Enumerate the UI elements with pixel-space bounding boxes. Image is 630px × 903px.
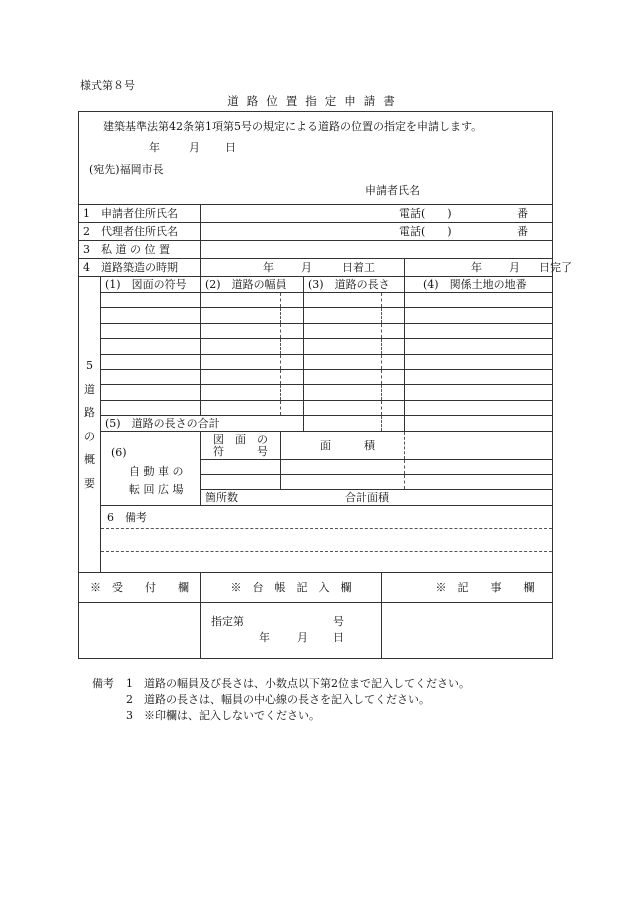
designation-prefix: 指定第 bbox=[211, 615, 244, 629]
remarks-label: 6 備考 bbox=[107, 511, 147, 525]
table-row bbox=[79, 323, 553, 338]
applicant-address-field[interactable] bbox=[201, 205, 553, 223]
footnote-text: 道路の幅員及び長さは、小数点以下第2位まで記入してください。 bbox=[144, 677, 470, 690]
table-row bbox=[79, 339, 553, 354]
table-row bbox=[79, 293, 553, 308]
count-label: 箇所数 bbox=[205, 490, 238, 504]
total-length-label: (5) 道路の長さの合計 bbox=[101, 416, 304, 432]
turnaround-drawing-code-header bbox=[201, 432, 281, 460]
road-length-decimal-cell[interactable] bbox=[382, 369, 405, 384]
lot-number-cell[interactable] bbox=[405, 339, 553, 354]
footnote-text: 道路の長さは、幅員の中心線の長さを記入してください。 bbox=[144, 693, 430, 706]
turnaround-area-decimal-cell[interactable] bbox=[405, 475, 553, 490]
road-length-decimal-cell[interactable] bbox=[382, 339, 405, 354]
applicant-name-label: 申請者氏名 bbox=[365, 184, 420, 197]
road-width-decimal-cell[interactable] bbox=[281, 400, 304, 415]
road-width-cell[interactable] bbox=[201, 369, 281, 384]
application-statement: 建築基準法第42条第1項第5号の規定による道路の位置の指定を申請します。 bbox=[103, 120, 483, 133]
turnaround-area-decimal-header bbox=[405, 432, 553, 460]
road-length-decimal-cell[interactable] bbox=[382, 354, 405, 369]
construction-start-field[interactable] bbox=[201, 259, 405, 277]
private-road-location-label: 私 道 の 位 置 bbox=[101, 242, 170, 256]
road-length-cell[interactable] bbox=[304, 385, 382, 400]
footnotes bbox=[92, 676, 470, 724]
section-char: 概 bbox=[84, 453, 95, 467]
end-year-label: 年 bbox=[471, 260, 482, 274]
footnotes-heading: 備考 bbox=[92, 677, 114, 690]
area-label: 面 積 bbox=[320, 439, 375, 453]
ledger-month-label: 月 bbox=[297, 631, 308, 645]
notes-column-header: ※ 記 事 欄 bbox=[382, 573, 553, 603]
road-length-cell[interactable] bbox=[304, 339, 382, 354]
drawing-code-cell[interactable] bbox=[101, 354, 201, 369]
total-length-extra-cell[interactable] bbox=[405, 416, 553, 432]
phone-label: 電話( ) bbox=[399, 224, 452, 238]
road-width-cell[interactable] bbox=[201, 339, 281, 354]
date-day-label: 日 bbox=[225, 141, 236, 154]
col-header-drawing-code: (1) 図面の符号 bbox=[101, 277, 201, 293]
drawing-code-cell[interactable] bbox=[101, 308, 201, 323]
construction-period-label-cell bbox=[79, 259, 201, 277]
col-header-road-length: (3) 道路の長さ bbox=[304, 277, 405, 293]
road-width-cell[interactable] bbox=[201, 308, 281, 323]
lot-number-cell[interactable] bbox=[405, 354, 553, 369]
table-row bbox=[79, 385, 553, 400]
turnaround-number: (6) bbox=[111, 446, 127, 460]
road-length-decimal-cell[interactable] bbox=[382, 323, 405, 338]
drawing-code-line2: 符 号 bbox=[213, 444, 268, 458]
agent-address-field[interactable] bbox=[201, 223, 553, 241]
section-number: 5 bbox=[86, 359, 93, 373]
road-width-decimal-cell[interactable] bbox=[281, 293, 304, 308]
drawing-code-line1: 図 面 の bbox=[213, 432, 268, 446]
road-length-cell[interactable] bbox=[304, 308, 382, 323]
applicant-address-label-cell bbox=[79, 205, 201, 223]
road-length-cell[interactable] bbox=[304, 323, 382, 338]
table-row bbox=[79, 369, 553, 384]
drawing-code-cell[interactable] bbox=[101, 293, 201, 308]
turnaround-label-line2: 転 回 広 場 bbox=[129, 482, 184, 496]
road-width-decimal-cell[interactable] bbox=[281, 339, 304, 354]
ledger-day-label: 日 bbox=[333, 631, 344, 645]
section-char: 道 bbox=[84, 382, 95, 396]
form-title: 道路位置指定申請書 bbox=[227, 94, 403, 108]
total-area-label: 合計面積 bbox=[345, 490, 389, 504]
drawing-code-cell[interactable] bbox=[101, 323, 201, 338]
road-width-decimal-cell[interactable] bbox=[281, 308, 304, 323]
start-month-label: 月 bbox=[301, 260, 312, 274]
date-month-label: 月 bbox=[189, 141, 200, 154]
road-width-cell[interactable] bbox=[201, 400, 281, 415]
application-statement-block bbox=[79, 112, 553, 205]
drawing-code-cell[interactable] bbox=[101, 385, 201, 400]
turnaround-label-cell bbox=[101, 432, 201, 506]
lot-number-cell[interactable] bbox=[405, 369, 553, 384]
table-row bbox=[79, 400, 553, 415]
drawing-code-cell[interactable] bbox=[101, 400, 201, 415]
agent-address-label-cell bbox=[79, 223, 201, 241]
lot-number-cell[interactable] bbox=[405, 323, 553, 338]
reception-column-header: ※ 受 付 欄 bbox=[79, 573, 201, 603]
table-row bbox=[79, 308, 553, 323]
phone-suffix: 番 bbox=[517, 224, 529, 238]
total-length-decimal-cell[interactable] bbox=[382, 416, 405, 432]
road-width-decimal-cell[interactable] bbox=[281, 354, 304, 369]
ledger-year-label: 年 bbox=[259, 631, 270, 645]
date-year-label: 年 bbox=[149, 141, 160, 154]
road-length-decimal-cell[interactable] bbox=[382, 400, 405, 415]
construction-end-field[interactable] bbox=[405, 259, 572, 277]
turnaround-area-decimal-cell[interactable] bbox=[405, 460, 553, 475]
end-month-label: 月 bbox=[509, 260, 520, 274]
drawing-code-cell[interactable] bbox=[101, 339, 201, 354]
private-road-location-label-cell bbox=[79, 241, 201, 259]
lot-number-cell[interactable] bbox=[405, 400, 553, 415]
row-number: 2 bbox=[83, 224, 90, 238]
road-width-cell[interactable] bbox=[201, 323, 281, 338]
footnote-text: ※印欄は、記入しないでください。 bbox=[144, 709, 320, 722]
private-road-location-field[interactable] bbox=[201, 241, 553, 259]
road-length-cell[interactable] bbox=[304, 293, 382, 308]
road-width-decimal-cell[interactable] bbox=[281, 385, 304, 400]
construction-period-label: 道路築造の時期 bbox=[101, 260, 178, 274]
turnaround-area-header bbox=[281, 432, 405, 460]
table-row bbox=[79, 354, 553, 369]
road-length-cell[interactable] bbox=[304, 369, 382, 384]
start-year-label: 年 bbox=[263, 260, 274, 274]
agent-address-label: 代理者住所氏名 bbox=[101, 224, 178, 238]
section-char: の bbox=[84, 429, 95, 443]
addressee: (宛先)福岡市長 bbox=[89, 163, 164, 176]
row-number: 4 bbox=[83, 260, 90, 274]
applicant-address-label: 申請者住所氏名 bbox=[101, 206, 178, 220]
road-width-cell[interactable] bbox=[201, 385, 281, 400]
turnaround-label-line1: 自 動 車 の bbox=[129, 465, 184, 479]
turnaround-drawing-code-cell[interactable] bbox=[201, 460, 281, 475]
col-header-road-width: (2) 道路の幅員 bbox=[201, 277, 304, 293]
lot-number-cell[interactable] bbox=[405, 293, 553, 308]
start-day-label: 日着工 bbox=[342, 260, 375, 274]
road-width-cell[interactable] bbox=[201, 293, 281, 308]
end-day-label: 日完了 bbox=[539, 260, 572, 274]
road-outline-section-label bbox=[79, 277, 101, 573]
turnaround-area-cell[interactable] bbox=[281, 460, 405, 475]
road-width-decimal-cell[interactable] bbox=[281, 323, 304, 338]
form-number: 様式第８号 bbox=[80, 79, 135, 92]
road-length-cell[interactable] bbox=[304, 354, 382, 369]
footnote-number: 1 bbox=[126, 677, 133, 690]
lot-number-cell[interactable] bbox=[405, 385, 553, 400]
road-length-cell[interactable] bbox=[304, 400, 382, 415]
ledger-field bbox=[201, 603, 382, 659]
section-char: 路 bbox=[84, 406, 95, 420]
footnote-number: 3 bbox=[126, 709, 133, 722]
ledger-column-header: ※ 台 帳 記 入 欄 bbox=[201, 573, 382, 603]
drawing-code-cell[interactable] bbox=[101, 369, 201, 384]
road-width-cell[interactable] bbox=[201, 354, 281, 369]
road-length-decimal-cell[interactable] bbox=[382, 385, 405, 400]
section-char: 要 bbox=[84, 476, 95, 490]
reception-field bbox=[79, 603, 201, 659]
row-number: 1 bbox=[83, 206, 90, 220]
col-header-lot-number: (4) 関係土地の地番 bbox=[405, 277, 553, 293]
lot-number-cell[interactable] bbox=[405, 308, 553, 323]
designation-suffix: 号 bbox=[333, 615, 344, 629]
total-length-cell[interactable] bbox=[304, 416, 382, 432]
road-width-decimal-cell[interactable] bbox=[281, 369, 304, 384]
turnaround-summary-row[interactable] bbox=[201, 490, 553, 506]
application-form-table bbox=[78, 111, 572, 659]
turnaround-area-cell[interactable] bbox=[281, 475, 405, 490]
road-length-decimal-cell[interactable] bbox=[382, 293, 405, 308]
phone-label: 電話( ) bbox=[399, 206, 452, 220]
footnote-number: 2 bbox=[126, 693, 133, 706]
remarks-line bbox=[101, 528, 552, 529]
notes-field bbox=[382, 603, 553, 659]
phone-suffix: 番 bbox=[517, 206, 529, 220]
remarks-line bbox=[101, 551, 552, 552]
remarks-field[interactable] bbox=[101, 506, 553, 573]
row-number: 3 bbox=[83, 242, 90, 256]
road-length-decimal-cell[interactable] bbox=[382, 308, 405, 323]
turnaround-drawing-code-cell[interactable] bbox=[201, 475, 281, 490]
